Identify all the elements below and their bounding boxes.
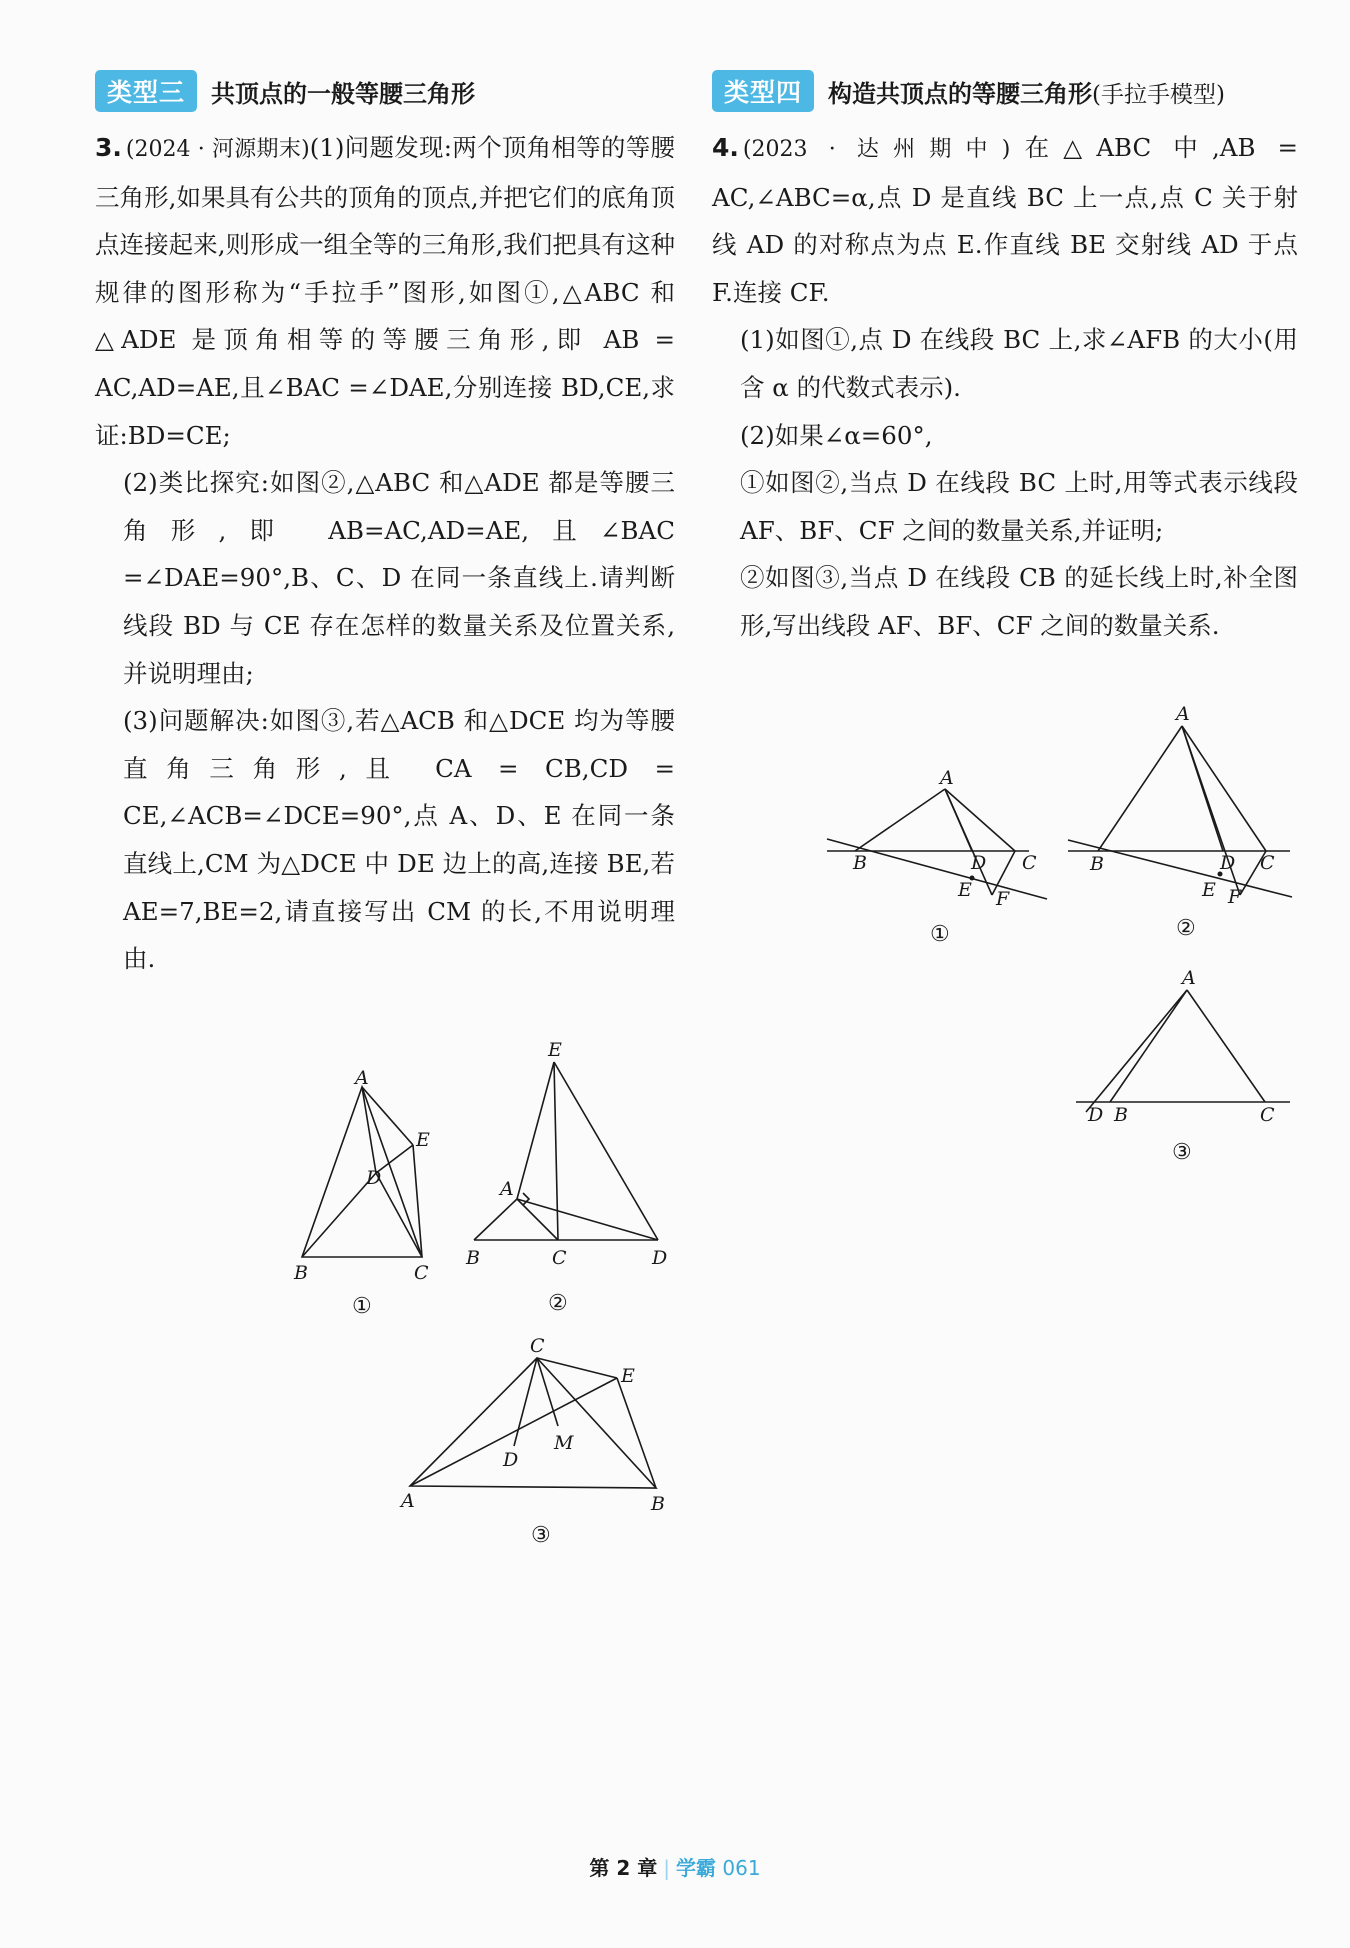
type-tag: 类型三 — [95, 70, 197, 112]
page-footer — [0, 1852, 1350, 1881]
question-source: (2023 · 达州期中) — [742, 137, 1011, 162]
fig4-2-number: ② — [1176, 916, 1196, 941]
fig3-number: ③ — [531, 1523, 551, 1548]
fig4-1-label-A: A — [940, 767, 954, 789]
question-3-part1: (1)问题发现:两个顶角相等的等腰三角形,如果具有公共的顶角的顶点,并把它们的底角顶点连接起来,则形成一组全等的三角形,我们把具有这种规律的图形称为“手拉手”图形,如图①,△ABC 和△ADE 是顶角相等的等腰三角形,即 AB = AC,AD=AE,且∠BAC =∠DAE,分别连接 BD,CE,求证:BD=CE; — [95, 133, 675, 450]
type-tag: 类型四 — [712, 70, 814, 112]
fig4-2-label-A: A — [1176, 703, 1190, 725]
figure-3-1 — [280, 1065, 450, 1315]
section-header-type4 — [712, 70, 1298, 112]
question-4-part1: (1)如图①,点 D 在线段 BC 上,求∠AFB 的大小(用含 α 的代数式表示). — [740, 325, 1298, 402]
question-3-part3: (3)问题解决:如图③,若△ACB 和△DCE 均为等腰直角三角形,且 CA = CB,CD = CE,∠ACB=∠DCE=90°,点 A、D、E 在同一条直线上,CM 为△DCE 中 DE 边上的高,连接 BE,若 AE=7,BE=2,请直接写出 CM 的长,不用说明理由. — [123, 706, 675, 974]
fig2-label-B: B — [466, 1247, 480, 1269]
figure-4-3 — [1070, 960, 1300, 1175]
question-4-part2: (2)如果∠α=60°, — [740, 420, 933, 450]
section-title — [828, 74, 1225, 109]
question-4-part2-2: ②如图③,当点 D 在线段 CB 的延长线上时,补全图形,写出线段 AF、BF、CF 之间的数量关系. — [740, 563, 1298, 640]
fig3-label-A: A — [401, 1490, 415, 1512]
fig4-1-label-F: F — [996, 888, 1010, 910]
question-4-stem: 在△ABC 中,AB = AC,∠ABC=α,点 D 是直线 BC 上一点,点 C 关于射线 AD 的对称点为点 E.作直线 BE 交射线 AD 于点 F.连接 CF. — [712, 133, 1298, 307]
fig3-label-C: C — [530, 1335, 545, 1357]
figure-4-1 — [825, 755, 1055, 955]
figure-4-2 — [1060, 700, 1300, 955]
fig1-label-A: A — [355, 1067, 369, 1089]
fig4-1-number: ① — [930, 922, 950, 947]
question-3-part2: (2)类比探究:如图②,△ABC 和△ADE 都是等腰三角形,即 AB=AC,AD=AE,且∠BAC =∠DAE=90°,B、C、D 在同一条直线上.请判断线段 BD 与 CE 存在怎样的数量关系及位置关系,并说明理由; — [123, 468, 675, 688]
fig4-1-label-D: D — [971, 852, 987, 874]
question-4-part2-1: ①如图②,当点 D 在线段 BC 上时,用等式表示线段 AF、BF、CF 之间的数量关系,并证明; — [740, 468, 1298, 545]
section-title-main: 构造共顶点的等腰三角形 — [828, 79, 1093, 108]
fig4-2-label-F: F — [1228, 886, 1242, 908]
fig3-label-E: E — [621, 1365, 635, 1387]
fig2-number: ② — [548, 1291, 568, 1315]
section-title-sub: (手拉手模型) — [1092, 81, 1225, 108]
fig4-2-label-C: C — [1260, 852, 1275, 874]
chapter-label: 第 2 章 — [589, 1856, 658, 1880]
fig4-1-label-B: B — [853, 852, 867, 874]
fig1-label-E: E — [416, 1129, 430, 1151]
right-column — [712, 70, 1298, 650]
fig1-number: ① — [352, 1294, 372, 1315]
fig4-1-label-E: E — [958, 879, 972, 901]
fig3-label-M: M — [554, 1432, 574, 1454]
question-4-intro — [712, 124, 1298, 316]
fig3-label-D: D — [503, 1449, 519, 1471]
question-number: 3. — [95, 133, 122, 162]
fig4-3-label-B: B — [1114, 1104, 1128, 1126]
fig4-3-label-C: C — [1260, 1104, 1275, 1126]
fig4-3-number: ③ — [1172, 1140, 1192, 1165]
fig1-label-B: B — [294, 1262, 308, 1284]
fig2-label-E: E — [548, 1039, 562, 1061]
fig2-label-A: A — [500, 1178, 514, 1200]
page-number: 061 — [722, 1856, 761, 1880]
fig2-label-C: C — [552, 1247, 567, 1269]
fig4-2-label-B: B — [1090, 853, 1104, 875]
fig4-3-label-D: D — [1088, 1104, 1104, 1126]
fig4-3-label-A: A — [1182, 967, 1196, 989]
fig3-label-B: B — [651, 1493, 665, 1515]
question-source: (2024 · 河源期末) — [125, 137, 310, 162]
fig2-label-D: D — [652, 1247, 668, 1269]
fig4-2-label-D: D — [1220, 852, 1236, 874]
figure-3-2 — [460, 1035, 685, 1315]
fig1-label-D: D — [366, 1167, 382, 1189]
section-title: 共顶点的一般等腰三角形 — [211, 79, 476, 108]
footer-divider: | — [663, 1856, 671, 1880]
question-3-intro — [95, 124, 675, 459]
question-number: 4. — [712, 133, 739, 162]
fig4-1-label-C: C — [1022, 852, 1037, 874]
brand-label: 学霸 — [676, 1856, 717, 1880]
figure-3-3 — [395, 1330, 685, 1550]
left-column — [95, 70, 675, 983]
fig4-2-label-E: E — [1202, 879, 1216, 901]
fig1-label-C: C — [414, 1262, 429, 1284]
section-header-type3 — [95, 70, 675, 112]
